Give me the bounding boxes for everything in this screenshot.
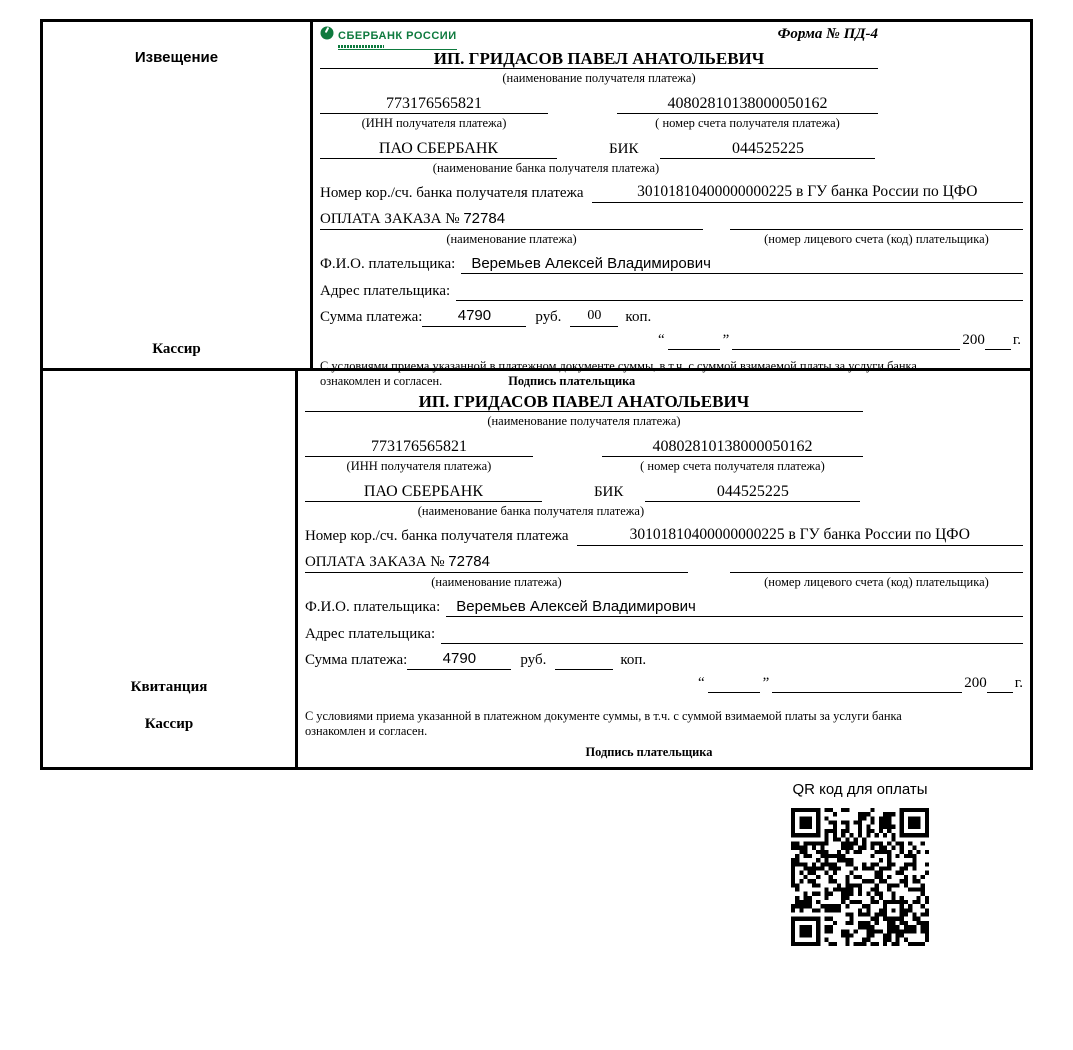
recipient-caption: (наименование получателя платежа) — [487, 414, 681, 428]
date-line: “ ” 200 г. — [697, 675, 1023, 691]
account-value: 40802810138000050162 — [602, 437, 863, 457]
sum-label: Сумма платежа: — [320, 309, 423, 325]
address-label: Адрес плательщика: — [304, 626, 436, 642]
form-number-label: Форма № ПД-4 — [777, 26, 878, 42]
date-day-blank — [668, 331, 720, 350]
corr-account-label: Номер кор./сч. банка получателя платежа — [320, 185, 584, 201]
bik-label: БИК — [609, 141, 639, 157]
recipient-name: ИП. ГРИДАСОВ ПАВЕЛ АНАТОЛЬЕВИЧ — [320, 48, 878, 69]
address-value-blank — [456, 281, 1023, 301]
terms-text: С условиями приема указанной в платежном документе суммы, в т.ч. с суммой взимаемой платы за услуги банка ознакомлен и согласен. — [304, 709, 902, 738]
notice-side-column — [43, 22, 313, 368]
payment-purpose: ОПЛАТА ЗАКАЗА № 72784 — [305, 552, 688, 573]
order-number: 72784 — [463, 210, 506, 227]
account-caption: ( номер счета получателя платежа) — [640, 459, 825, 473]
kop-label: коп. — [620, 652, 647, 668]
corr-account-label: Номер кор./сч. банка получателя платежа — [304, 528, 569, 544]
corr-account-value: 30101810400000000225 в ГУ банка России по ЦФО — [577, 525, 1023, 546]
account-caption: ( номер счета получателя платежа) — [655, 116, 840, 130]
sum-value: 4790 — [422, 306, 526, 327]
date-year-blank — [985, 331, 1011, 350]
bank-name-value: ПАО СБЕРБАНК — [305, 482, 542, 502]
bank-caption: (наименование банка получателя платежа) — [417, 504, 645, 518]
date-month-blank — [772, 674, 962, 693]
receipt-title: Квитанция — [130, 679, 208, 695]
date-year-blank — [987, 674, 1013, 693]
receipt-section — [43, 371, 1030, 767]
sum-label: Сумма платежа: — [304, 652, 408, 668]
bank-caption: (наименование банка получателя платежа) — [432, 161, 660, 175]
fio-value: Веремьев Алексей Владимирович — [461, 254, 1023, 274]
receipt-cashier-label: Кассир — [144, 716, 194, 732]
personal-account-caption: (номер лицевого счета (код) плательщика) — [764, 575, 989, 589]
notice-cashier-label: Кассир — [152, 341, 201, 357]
date-line: “ ” 200 г. — [658, 332, 1022, 348]
payment-purpose: ОПЛАТА ЗАКАЗА № 72784 — [320, 209, 703, 230]
date-month-blank — [732, 331, 960, 350]
rub-label: руб. — [520, 652, 547, 668]
payer-signature-label: Подпись плательщика — [585, 745, 713, 759]
sum-value: 4790 — [407, 649, 511, 670]
pd4-form-table — [40, 19, 1033, 770]
sberbank-emblem-icon — [320, 26, 334, 40]
recipient-name: ИП. ГРИДАСОВ ПАВЕЛ АНАТОЛЬЕВИЧ — [305, 391, 863, 412]
receipt-main — [298, 371, 1030, 767]
fio-label: Ф.И.О. плательщика: — [320, 256, 456, 272]
payer-signature-label: Подпись плательщика — [508, 374, 636, 388]
kop-label: коп. — [625, 309, 652, 325]
bik-label: БИК — [593, 484, 624, 500]
order-number: 72784 — [448, 553, 490, 570]
account-value: 40802810138000050162 — [617, 94, 878, 114]
notice-title: Извещение — [134, 49, 219, 66]
inn-value: 773176565821 — [305, 437, 533, 457]
bik-value: 044525225 — [645, 482, 860, 502]
inn-value: 773176565821 — [320, 94, 548, 114]
kop-value-blank — [555, 669, 613, 670]
corr-account-value: 30101810400000000225 в ГУ банка России по ЦФО — [592, 182, 1023, 203]
date-day-blank — [708, 674, 760, 693]
receipt-side-column — [43, 371, 298, 767]
qr-code — [791, 808, 929, 946]
personal-account-caption: (номер лицевого счета (код) плательщика) — [764, 232, 989, 246]
address-value-blank — [441, 624, 1023, 644]
purpose-caption: (наименование платежа) — [446, 232, 577, 246]
notice-section — [43, 22, 1030, 388]
fio-value: Веремьев Алексей Владимирович — [446, 597, 1023, 617]
notice-main — [313, 22, 1030, 388]
sberbank-tagline — [338, 45, 384, 48]
personal-account-blank — [730, 553, 1023, 573]
personal-account-blank — [730, 210, 1023, 230]
inn-caption: (ИНН получателя платежа) — [361, 116, 507, 130]
bik-value: 044525225 — [660, 139, 875, 159]
kop-value: 00 — [570, 306, 618, 327]
sberbank-wordmark: СБЕРБАНК РОССИИ — [338, 26, 457, 50]
bank-name-value: ПАО СБЕРБАНК — [320, 139, 557, 159]
qr-block — [760, 781, 960, 951]
qr-label: QR код для оплаты — [792, 781, 928, 798]
terms-text: С условиями приема указанной в платежном документе суммы, в т.ч. с суммой взимаемой платы за услуги банка ознакомлен и согласен. Подпись плательщика — [320, 359, 917, 388]
sberbank-logo — [320, 26, 457, 50]
fio-label: Ф.И.О. плательщика: — [304, 599, 441, 615]
address-label: Адрес плательщика: — [320, 283, 451, 299]
inn-caption: (ИНН получателя платежа) — [346, 459, 492, 473]
recipient-caption: (наименование получателя платежа) — [502, 71, 696, 85]
rub-label: руб. — [535, 309, 562, 325]
purpose-caption: (наименование платежа) — [431, 575, 562, 589]
